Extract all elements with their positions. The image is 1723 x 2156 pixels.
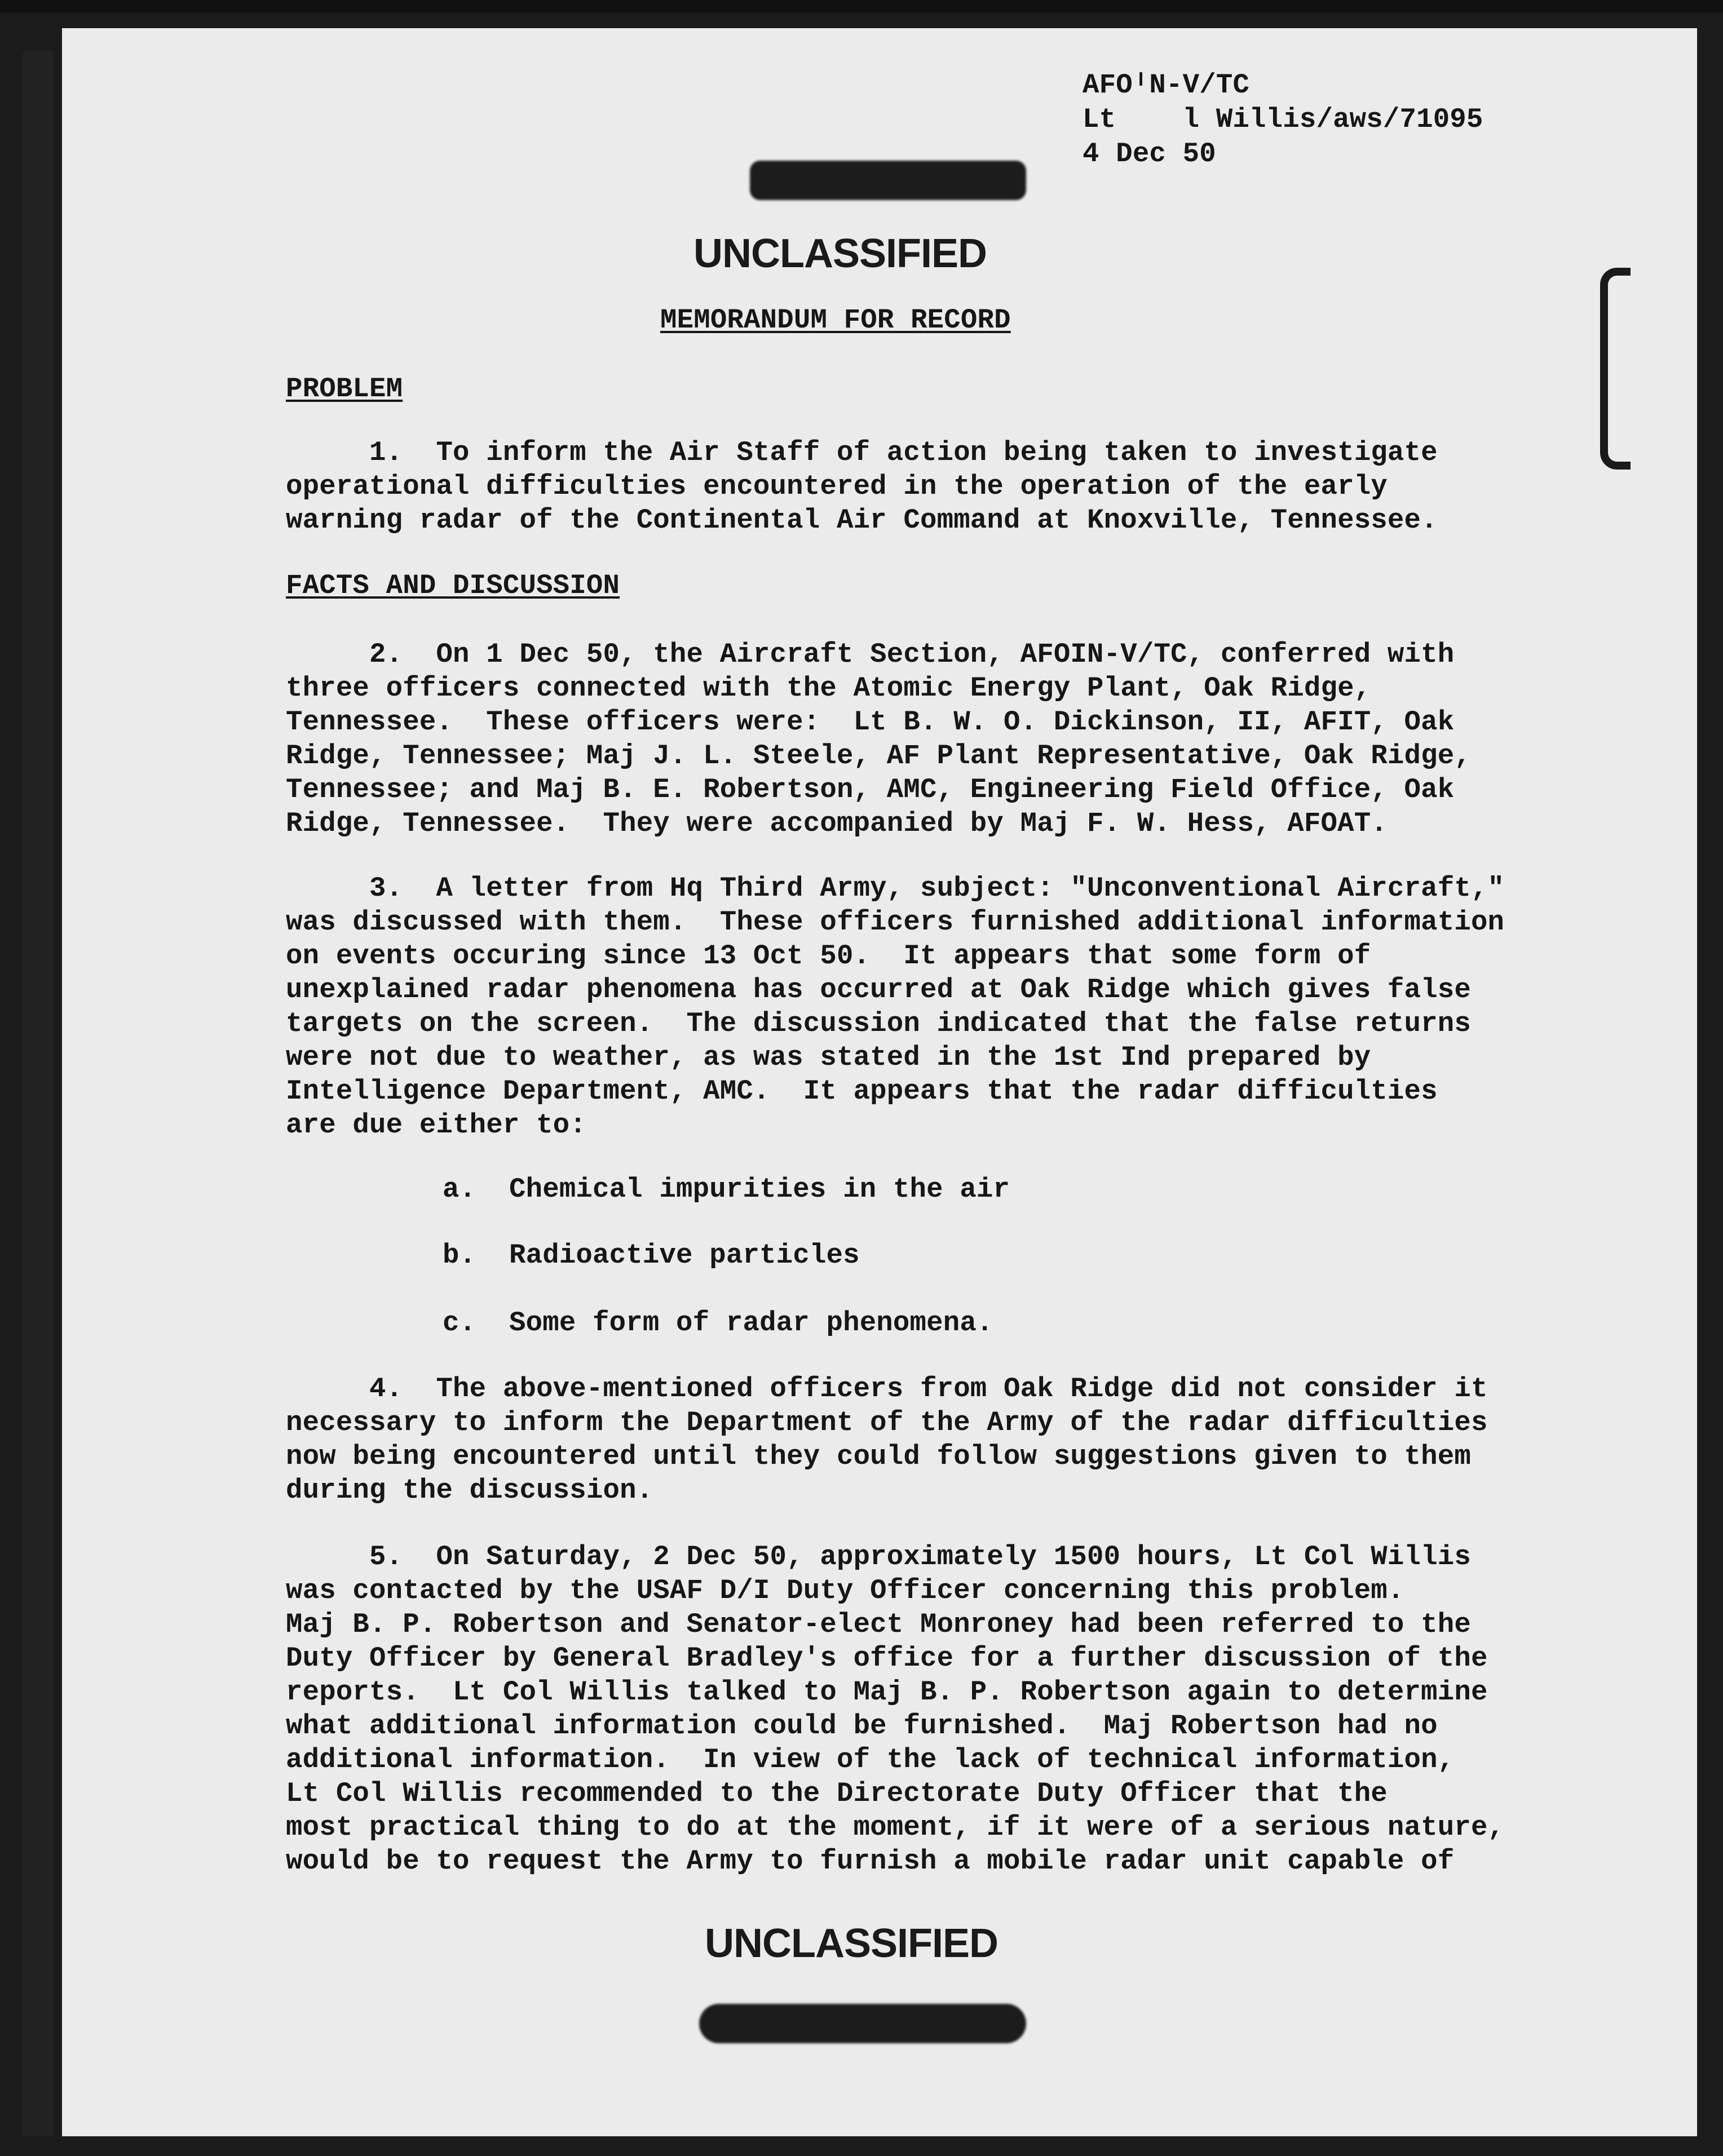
paragraph-2 xyxy=(286,637,1471,840)
redacted-classification-stamp-bottom xyxy=(699,2004,1026,2043)
paragraph-1 xyxy=(286,436,1438,537)
text-line: 4. The above-mentioned officers from Oak Ridge did not consider it xyxy=(286,1373,1488,1405)
office-symbol: AFOᴵN-V/TC xyxy=(1083,69,1250,101)
redacted-classification-stamp-top xyxy=(750,161,1026,200)
memo-date: 4 Dec 50 xyxy=(1083,138,1216,170)
text-line: Duty Officer by General Bradley's office for a further discussion of the xyxy=(286,1643,1488,1674)
text-line: was discussed with them. These officers furnished additional information xyxy=(286,906,1505,938)
text-line: would be to request the Army to furnish a mobile radar unit capable of xyxy=(286,1845,1455,1877)
text-line: additional information. In view of the lack of technical information, xyxy=(286,1744,1455,1776)
list-item-text: Some form of radar phenomena. xyxy=(509,1307,993,1339)
text-line: are due either to: xyxy=(286,1109,586,1141)
text-line: Ridge, Tennessee. They were accompanied by Maj F. W. Hess, AFOAT. xyxy=(286,808,1388,839)
paragraph-5 xyxy=(286,1540,1504,1878)
list-item-letter: b. xyxy=(443,1239,476,1271)
text-line: operational difficulties encountered in the operation of the early xyxy=(286,471,1388,502)
text-line: 3. A letter from Hq Third Army, subject: "Unconventional Aircraft," xyxy=(286,873,1505,904)
text-line: most practical thing to do at the moment, if it were of a serious nature, xyxy=(286,1812,1505,1843)
text-line: was contacted by the USAF D/I Duty Officer concerning this problem. xyxy=(286,1575,1404,1606)
memo-title: MEMORANDUM FOR RECORD xyxy=(660,304,1011,336)
section-heading-problem: PROBLEM xyxy=(286,373,403,405)
list-item-letter: a. xyxy=(443,1174,476,1205)
classification-bottom: UNCLASSIFIED xyxy=(705,1921,999,1966)
text-line: Tennessee; and Maj B. E. Robertson, AMC, Engineering Field Office, Oak xyxy=(286,774,1455,805)
author-line: Lt l Willis/aws/71095 xyxy=(1083,104,1483,135)
text-line: Maj B. P. Robertson and Senator-elect Monroney had been referred to the xyxy=(286,1609,1471,1640)
scan-top-edge xyxy=(0,0,1723,12)
list-item-text: Chemical impurities in the air xyxy=(509,1174,1010,1205)
scan-left-edge xyxy=(23,51,54,2136)
text-line: Lt Col Willis recommended to the Directorate Duty Officer that the xyxy=(286,1778,1388,1809)
text-line: reports. Lt Col Willis talked to Maj B. P. Robertson again to determine xyxy=(286,1676,1488,1708)
text-line: necessary to inform the Department of the Army of the radar difficulties xyxy=(286,1407,1488,1438)
text-line: what additional information could be furnished. Maj Robertson had no xyxy=(286,1710,1438,1742)
classification-top: UNCLASSIFIED xyxy=(693,231,987,276)
text-line: unexplained radar phenomena has occurred at Oak Ridge which gives false xyxy=(286,974,1471,1006)
text-line: 1. To inform the Air Staff of action being taken to investigate xyxy=(286,437,1438,468)
text-line: warning radar of the Continental Air Command at Knoxville, Tennessee. xyxy=(286,504,1438,536)
text-line: Tennessee. These officers were: Lt B. W. O. Dickinson, II, AFIT, Oak xyxy=(286,706,1455,738)
list-item-text: Radioactive particles xyxy=(509,1239,860,1271)
list-item-letter: c. xyxy=(443,1307,476,1339)
text-line: 5. On Saturday, 2 Dec 50, approximately 1500 hours, Lt Col Willis xyxy=(286,1541,1471,1573)
paragraph-4 xyxy=(286,1372,1488,1507)
text-line: targets on the screen. The discussion indicated that the false returns xyxy=(286,1008,1471,1039)
text-line: now being encountered until they could follow suggestions given to them xyxy=(286,1441,1471,1472)
text-line: Intelligence Department, AMC. It appears that the radar difficulties xyxy=(286,1075,1438,1107)
text-line: 2. On 1 Dec 50, the Aircraft Section, AFOIN-V/TC, conferred with xyxy=(286,639,1455,670)
text-line: during the discussion. xyxy=(286,1475,653,1506)
paragraph-3 xyxy=(286,871,1504,1142)
text-line: on events occuring since 13 Oct 50. It appears that some form of xyxy=(286,940,1371,972)
binding-mark xyxy=(1600,268,1631,470)
text-line: Ridge, Tennessee; Maj J. L. Steele, AF Plant Representative, Oak Ridge, xyxy=(286,740,1471,772)
section-heading-facts: FACTS AND DISCUSSION xyxy=(286,570,620,601)
text-line: three officers connected with the Atomic Energy Plant, Oak Ridge, xyxy=(286,672,1371,704)
text-line: were not due to weather, as was stated in the 1st Ind prepared by xyxy=(286,1042,1371,1073)
